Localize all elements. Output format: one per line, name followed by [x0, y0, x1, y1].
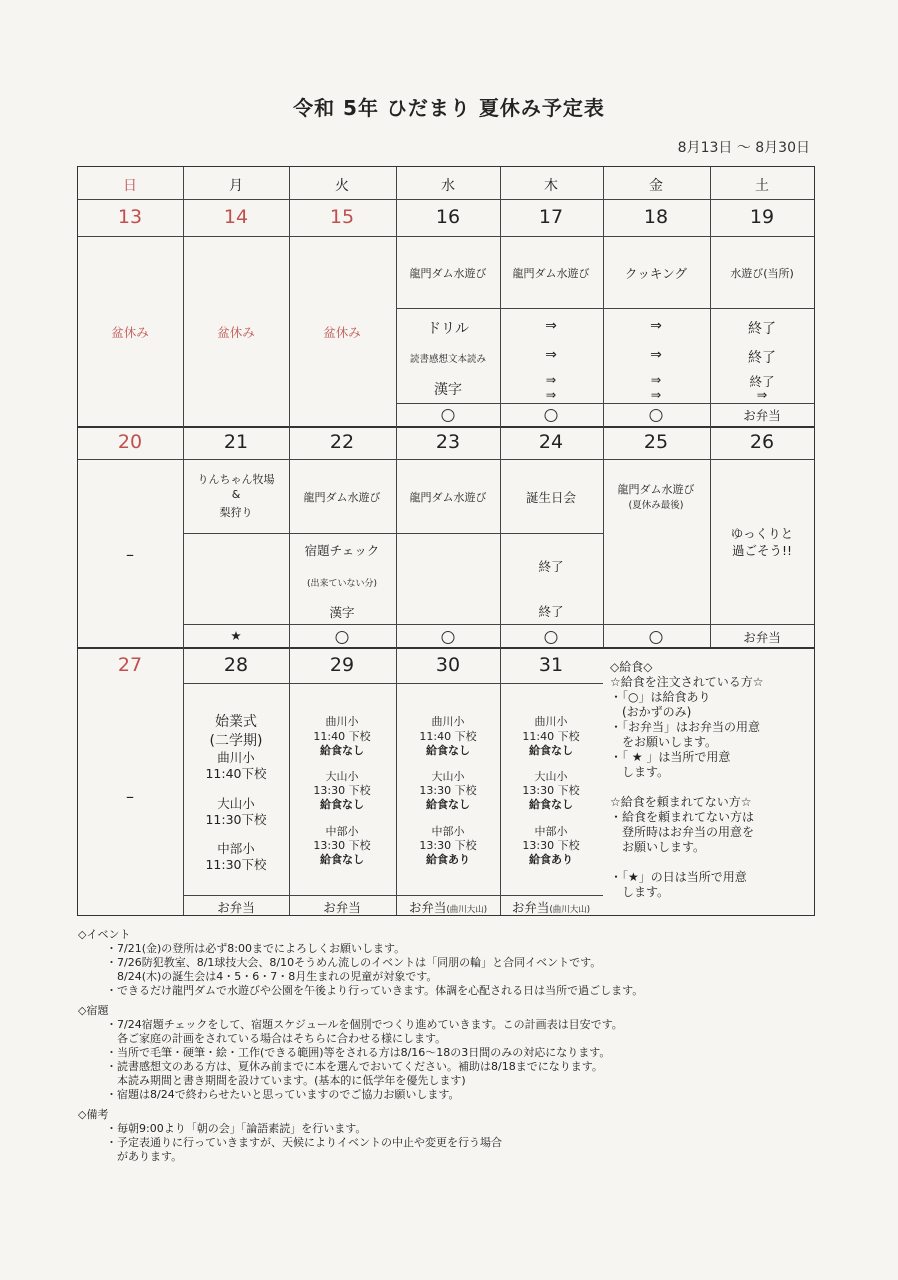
lunch-box-label: お弁当 — [511, 900, 550, 915]
lunch-box: お弁当 — [217, 900, 255, 915]
homework-check-note: (出来ていない分) — [306, 579, 378, 589]
day-number: 15 — [329, 206, 355, 228]
free-day-text: ゆっくりと — [730, 526, 794, 541]
meal-status: 給食なし — [320, 798, 364, 811]
dismissal-time: 11:40下校 — [205, 766, 267, 781]
meal-info-line — [610, 780, 820, 795]
dismissal-time: 11:30下校 — [205, 857, 267, 872]
activity: 龍門ダム水遊び — [617, 483, 695, 496]
arrow: ⇒ — [650, 387, 662, 402]
activity: クッキング — [624, 266, 688, 281]
meal-circle-icon — [545, 629, 558, 648]
col-divider — [396, 167, 397, 915]
meal-info-line: します。 — [610, 885, 670, 899]
school-name: 中部小 — [534, 825, 568, 838]
dismissal-time: 13:30 下校 — [313, 784, 371, 797]
school-name: 中部小 — [431, 825, 465, 838]
meal-circle-icon — [336, 629, 349, 648]
study-end: 終了 — [748, 350, 776, 366]
arrow: ⇒ — [545, 387, 557, 402]
arrow: ⇒ — [756, 387, 768, 402]
school-name: 曲川小 — [534, 715, 568, 728]
meal-status: 給食なし — [529, 744, 573, 757]
dismissal-time: 13:30 下校 — [419, 784, 477, 797]
day-number: 17 — [538, 206, 564, 228]
meal-status: 給食なし — [320, 744, 364, 757]
activity: 龍門ダム水遊び — [303, 491, 381, 504]
study-kanji: 漢字 — [434, 382, 462, 398]
dismissal-time: 13:30 下校 — [313, 839, 371, 852]
day-number: 28 — [223, 654, 249, 676]
meal-status: 給食なし — [529, 798, 573, 811]
row-divider — [78, 199, 814, 200]
col-divider — [710, 167, 711, 647]
event-note: 8/24(木)の誕生会は4・5・6・7・8月生まれの児童が対象です。 — [106, 970, 438, 983]
day-number: 16 — [435, 206, 461, 228]
study-end: 終了 — [749, 374, 775, 389]
dismissal-time: 13:30 下校 — [522, 784, 580, 797]
meal-status: 給食あり — [426, 853, 470, 866]
meal-info — [610, 660, 820, 900]
dismissal-time: 11:30下校 — [205, 812, 267, 827]
meal-info-line: ・「★」の日は当所で用意 — [610, 870, 747, 884]
day-number: 27 — [117, 654, 143, 676]
activity: 龍門ダム水遊び — [409, 491, 487, 504]
meal-status: 給食なし — [426, 744, 470, 757]
notes-section — [78, 928, 798, 1164]
meal-info-line: をお願いします。 — [610, 735, 718, 749]
day-number: 14 — [223, 206, 249, 228]
day-number: 13 — [117, 206, 143, 228]
meal-circle-icon — [442, 407, 455, 426]
meal-info-line: します。 — [610, 765, 670, 779]
arrow: ⇒ — [545, 347, 557, 363]
school-name: 中部小 — [325, 825, 359, 838]
weekday-thu: 木 — [544, 178, 558, 194]
col-divider — [183, 167, 184, 915]
homework-heading: ◇宿題 — [78, 1004, 109, 1017]
event-heading: ◇イベント — [78, 928, 131, 941]
remarks-note: ・予定表通りに行っていきますが、天候によりイベントの中止や変更を行う場合 — [106, 1136, 502, 1149]
school-name: 大山小 — [431, 770, 465, 783]
activity: 水遊び(当所) — [730, 267, 794, 280]
school-name: 大山小 — [534, 770, 568, 783]
homework-note: 本読み期間と書き期間を設けています。(基本的に低学年を優先します) — [106, 1074, 466, 1087]
weekday-fri: 金 — [649, 178, 663, 194]
meal-circle-icon — [650, 407, 663, 426]
bon-holiday: 盆休み — [217, 325, 255, 340]
activity: 梨狩り — [219, 506, 253, 519]
weekday-mon: 月 — [229, 178, 243, 194]
day-number: 31 — [538, 654, 564, 676]
meal-info-line: ◇給食◇ — [610, 660, 653, 674]
school-event: 始業式 — [215, 714, 257, 730]
arrow: ⇒ — [650, 318, 662, 334]
meal-info-line: お願いします。 — [610, 840, 706, 854]
arrow: ⇒ — [650, 347, 662, 363]
day-number: 21 — [223, 431, 249, 453]
weekday-sat: 土 — [755, 178, 769, 194]
meal-status: 給食あり — [529, 853, 573, 866]
remarks-heading: ◇備考 — [78, 1108, 109, 1121]
dismissal-time: 11:40 下校 — [419, 730, 477, 743]
school-name: 大山小 — [325, 770, 359, 783]
weekday-wed: 水 — [441, 178, 455, 194]
meal-circle-icon — [442, 629, 455, 648]
school-name: 曲川小 — [325, 715, 359, 728]
school-name: 曲川小 — [217, 750, 255, 765]
day-number: 18 — [643, 206, 669, 228]
lunch-box: お弁当 — [743, 408, 781, 423]
study-kanji: 漢字 — [329, 605, 355, 620]
meal-info-line: ・「○」は給食あり — [610, 690, 711, 704]
meal-info-line — [610, 855, 820, 870]
homework-note: ・読書感想文のある方は、夏休み前までに本を選んでおいてください。補助は8/18までになります。 — [106, 1060, 603, 1073]
lunch-box — [409, 898, 487, 916]
day-number: 19 — [749, 206, 775, 228]
day-number: 22 — [329, 431, 355, 453]
meal-circle-icon — [650, 629, 663, 648]
lunch-box-label: お弁当 — [408, 900, 447, 915]
activity: 龍門ダム水遊び — [409, 267, 487, 280]
lunch-box-note: (曲川大山) — [549, 905, 591, 915]
dismissal-time: 11:40 下校 — [313, 730, 371, 743]
no-schedule-dash: – — [126, 545, 134, 564]
bon-holiday: 盆休み — [323, 325, 361, 340]
meal-info-line: (おかずのみ) — [610, 705, 692, 719]
date-range: 8月13日 ～ 8月30日 — [677, 140, 810, 156]
dismissal-time: 13:30 下校 — [419, 839, 477, 852]
no-schedule-dash: – — [126, 787, 134, 806]
homework-note: 各ご家庭の計画をされている場合はそちらに合わせる様にします。 — [106, 1032, 447, 1045]
homework-note: ・7/24宿題チェックをして、宿題スケジュールを個別でつくり進めていきます。この計画表は目安です。 — [106, 1018, 623, 1031]
day-number: 30 — [435, 654, 461, 676]
bon-holiday: 盆休み — [111, 325, 149, 340]
day-number: 29 — [329, 654, 355, 676]
study-end: 終了 — [538, 604, 564, 619]
day-number: 25 — [643, 431, 669, 453]
free-day-text: 過ごそう!! — [731, 543, 793, 558]
school-event: (二学期) — [209, 733, 263, 749]
event-note: ・7/21(金)の登所は必ず8:00までによろしくお願いします。 — [106, 942, 406, 955]
school-name: 大山小 — [217, 796, 255, 811]
weekday-sun: 日 — [123, 178, 137, 194]
study-end: 終了 — [538, 559, 564, 574]
row-divider — [78, 236, 814, 237]
day-number: 20 — [117, 431, 143, 453]
arrow: ⇒ — [545, 318, 557, 334]
meal-info-line: ☆給食を注文されている方☆ — [610, 675, 764, 689]
col-divider — [500, 167, 501, 915]
meal-status: 給食なし — [426, 798, 470, 811]
meal-circle-icon — [545, 407, 558, 426]
row-divider — [396, 308, 814, 309]
row-divider — [78, 459, 814, 460]
weekday-tue: 火 — [335, 178, 349, 194]
day-number: 24 — [538, 431, 564, 453]
meal-info-line: ・「お弁当」はお弁当の用意 — [610, 720, 761, 734]
homework-check: 宿題チェック — [304, 543, 380, 558]
homework-note: ・当所で毛筆・硬筆・絵・工作(できる範囲)等をされる方は8/16〜18の3日間のみの対応になります。 — [106, 1046, 611, 1059]
school-name: 中部小 — [217, 841, 255, 856]
week-divider — [78, 426, 814, 428]
meal-status: 給食なし — [320, 853, 364, 866]
event-note: ・できるだけ龍門ダムで水遊びや公園を午後より行っていきます。体調を心配される日は当所で過ごします。 — [106, 984, 644, 997]
study-drill: ドリル — [427, 321, 469, 337]
remarks-note: があります。 — [106, 1150, 183, 1163]
activity: りんちゃん牧場 — [197, 473, 275, 486]
activity: & — [231, 488, 241, 501]
dismissal-time: 11:40 下校 — [522, 730, 580, 743]
activity-note: (夏休み最後) — [628, 500, 684, 511]
lunch-box-note: (曲川大山) — [446, 905, 488, 915]
meal-info-line: 登所時はお弁当の用意を — [610, 825, 755, 839]
row-divider — [183, 683, 603, 684]
meal-info-line: ・「 ★ 」は当所で用意 — [610, 750, 731, 764]
day-number: 23 — [435, 431, 461, 453]
row-divider — [396, 403, 814, 404]
event-note: ・7/26防犯教室、8/1球技大会、8/10そうめん流しのイベントは「同朋の輪」と合同イベントです。 — [106, 956, 602, 969]
col-divider — [603, 167, 604, 647]
lunch-box — [512, 898, 590, 916]
row-divider — [183, 624, 814, 625]
homework-note: ・宿題は8/24で終わらせたいと思っていますのでご協力お願いします。 — [106, 1088, 460, 1101]
lunch-box: お弁当 — [323, 900, 361, 915]
study-end: 終了 — [748, 321, 776, 337]
school-name: 曲川小 — [431, 715, 465, 728]
row-divider — [183, 895, 603, 896]
remarks-note: ・毎朝9:00より「朝の会」「論語素読」を行います。 — [106, 1122, 367, 1135]
activity: 龍門ダム水遊び — [512, 267, 590, 280]
day-number: 26 — [749, 431, 775, 453]
row-divider — [183, 533, 603, 534]
star-icon: ★ — [230, 628, 242, 643]
arrow: ⇒ — [650, 372, 662, 387]
meal-info-line: ☆給食を頼まれてない方☆ — [610, 795, 752, 809]
study-reading: 読書感想文本読み — [409, 354, 487, 365]
lunch-box: お弁当 — [743, 630, 781, 645]
meal-info-line: ・給食を頼まれてない方は — [610, 810, 755, 824]
arrow: ⇒ — [545, 372, 557, 387]
col-divider — [289, 167, 290, 915]
dismissal-time: 13:30 下校 — [522, 839, 580, 852]
activity: 誕生日会 — [525, 490, 577, 505]
page-title: 令和 5年 ひだまり 夏休み予定表 — [293, 96, 605, 120]
